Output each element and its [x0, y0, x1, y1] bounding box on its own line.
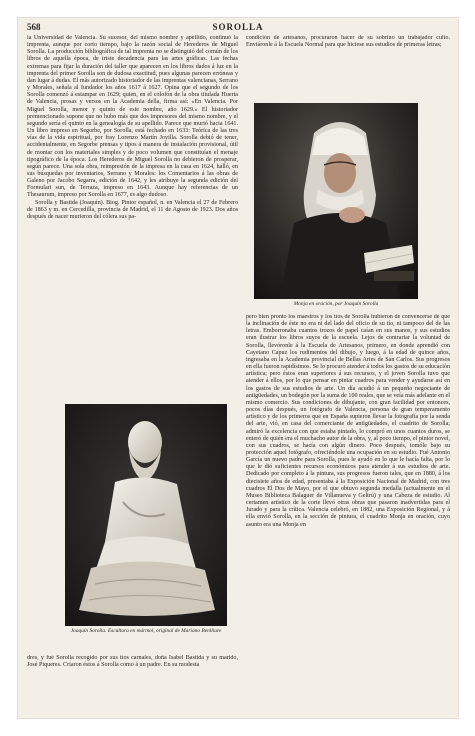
running-title: SOROLLA [212, 22, 264, 32]
paragraph: la Universidad de Valencia. Su sucesor, del mismo nombre y apellido, continuó la imprenta, aunque por corto tiempo, bajo la razón social de Herederos de Miguel Sorolla. La producción bibliográfica de tal imprenta no se distinguió del común de los libros de aquella época, de triste decadencia para las artes gráficas. Las fechas extremas para fijar la duración del taller que aparecen en los libros dados á luz en la imprenta del primer Sorolla son de dudosa exactitud, pues algunas parecen erróneas y dan lugar á dudas. El más autorizado historiador de las imprentas valencianas, Serrano y Morales, señala al fundador los años 1617 á 1627. Opina que el segundo de los Sorolla comenzó á estampar en 1629; quien, en el colofón de la obra titulada Huerta de Valencia, prosas y versos en la Academia della, firma así: «En Valencia. Por Miguel Sorolla, menor y quinto de este nombre, año 1629.» El historiador premencionado supone que no hubo más que dos impresores del mismo nombre, y el segundo sería el quinto en la genealogía de su apellido. Parece que murió hacia 1641. Un libro impreso en Segorbe, por Sorolla, está fechado en 1633: Teórica de las tres vías de la vida espiritual, por fray Lorenzo Martín Joyilla. Sorolla debió de tener, accidentalmente, en Segorbe prensas y tipos á manera de instalación provisional, útil de montar con los materiales simples y de poco volumen que constituían el menaje tipográfico de la época. Los Herederos de Miguel Sorolla no debieron de prosperar, según parece. Una sola obra, reimpresión de la impresa en la casa en 1624, halló, en sus búsquedas por inventarios, Serrano y Morales: los Comentarios á las obras de Galeno por Jacobo Segarra, edición de 1642, y les atribuye la segunda edición del Formulari sun, de Terraza, impreso en 1643. Aunque hay referencias de un Thesaurum, impreso por Sorolla en 1677, es algo dudoso. [27, 35, 238, 199]
page-header [27, 20, 449, 34]
sculpture-illustration [65, 404, 227, 626]
figure-caption: Monja en oración, por Joaquín Sorolla [293, 301, 379, 307]
right-column-text [246, 314, 450, 711]
nun-painting-image [254, 103, 418, 299]
page [18, 18, 458, 718]
paragraph: dres, y fué Sorolla recogido por sus tíos carnales, doña Isabel Bastida y su marido, José Piqueres. Criaron éstos á Sorolla como á un padre. En su modesta [27, 655, 238, 669]
left-column-text [27, 35, 238, 397]
paragraph: Sorolla y Bastida (Joaquín). Biog. Pintor español, n. en Valencia el 27 de Febrero de 1863 y m. en Cercedilla, provincia de Madrid, el 11 de Agosto de 1923. Dos años después de nacer murieron del cólera sus pa- [27, 199, 238, 220]
figure-nun-painting [254, 103, 418, 313]
paragraph: condición de artesanos, procuraron hacer de su sobrino un trabajador culto. Enviáronle á la Escuela Normal para que hiciese sus estudios de primeras letras; [246, 35, 450, 49]
figure-sculpture [65, 404, 227, 654]
page-number: 568 [27, 22, 41, 32]
left-column-bottom-text [27, 655, 238, 713]
right-column-top-text [246, 35, 450, 95]
nun-illustration [254, 103, 418, 299]
paragraph: pero bien pronto los maestros y los tíos de Sorolla hubieron de convencerse de que la inclinación de éste no era ni del lado del oficio de su tío, ni tampoco del de las letras. Emborronaba cuantos trozos de papel caían en sus manos, y sus estudios eran ilustrar los libros suyos de la escuela. Lejos de contrariar la voluntad de Sorolla, llevóronle á la Escuela de Artesanos, primero, en donde aprendió con Cayetano Capuz los rudimentos del dibujo, y luego, á la edad de quince años, ingresaba en la Academia provincial de Bellas Artes de San Carlos. Sus progresos en ella fueron rapidísimos. Se lo procuró atender á todos los gastos de su educación artística; pero éstos eran superiores á sus recursos, y el joven Sorolla tuvo que atender á ellos, por lo que pensar en pintar cuadros para vender y ayudarse así en los gastos de sus estudios de arte. Un día acudió á un pequeño negociante de antigüedades, un bodegón por la suma de 100 reales, que se veía más adelante en el mismo comercio. Sus condiciones de dibujante, con gran facilidad por entonces, pocos días después, un fotógrafo de Valencia, persona de gran temperamento artístico y de los primeros que en España supieron llevar la fotografía por la senda del arte, vió, en casa del comerciante de antigüedades, el cuadrito de Sorolla; admiró la excelencia con que estaba pintado, lo compró en unos cuantos duros, se enteró de quién era el muchacho autor de la obra, y, al poco tiempo, el pintor novel, con sus cuadros, se hacía con algún dinero. Poco después, tomóle bajo su protección aquel fotógrafo, ofreciéndole una ocupación en su estudio. Fué Antonio García un nuevo padre para Sorolla, pues le ayudó en lo que le hacía falta, por lo que le dió suficientes recursos económicos para atender á sus estudios de arte. Dedicado por completo á la pintura, sus progresos fueron tales, que en 1880, á los diecisiete años de edad, presentaba á la Exposición Nacional de Madrid, con tres cuadros El Dos de Mayo, por el que obtuvo segunda medalla (actualmente en el Museo Biblioteca Balaguer de Villanueva y Geltrú) y una Cabeza de estudio. Al certamen artístico de la corte llevó otras obras que pasaron inadvertidas para el Jurado y para la crítica. Valencia celebró, en 1882, una Exposición Regional, y á ella envió Sorolla, en la sección de pintura, el cuadrito Monja en oración, cuyo asunto era una Monja en [246, 314, 450, 528]
figure-caption: Joaquín Sorolla. Escultura en mármol, original de Mariano Benlliure [70, 628, 222, 634]
sculpture-image [65, 404, 227, 626]
